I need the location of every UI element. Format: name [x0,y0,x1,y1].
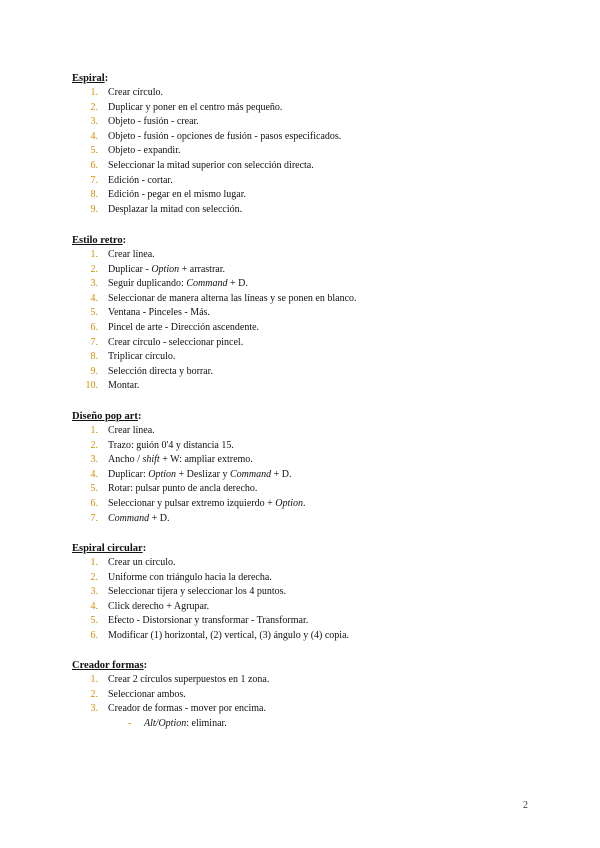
list-item: 7. Command + D. [90,512,170,524]
list-item: 3. Objeto - fusión - crear. [90,116,199,128]
list-item: 4. Objeto - fusión - opciones de fusión - pasos especificados. [90,130,342,142]
section-heading: Creador formas: [72,660,148,671]
list-item: 3. Seguir duplicando: Command + D. [90,278,248,290]
list-item: 1. Crear línea. [90,249,155,260]
list-item: 3. Creador de formas - mover por encima. [90,703,266,715]
list-item: 4. Seleccionar de manera alterna las líneas y se ponen en blanco. [90,292,357,304]
list-item: 6. Pincel de arte - Dirección ascendente. [90,321,260,333]
section-estilo-retro [72,234,542,394]
step-list [72,556,542,644]
list-item: 1. Crear línea. [90,425,155,436]
step-list [72,86,542,217]
list-item: 6. Modificar (1) horizontal, (2) vertical, (3) ángulo y (4) copia. [90,629,350,641]
list-item: 1. Crear círculo. [90,87,163,98]
list-item: 6. Seleccionar y pulsar extremo izquierdo + Option. [90,497,306,509]
list-item: 1. Crear un círculo. [90,557,176,568]
section-heading: Espiral circular: [72,543,147,554]
list-item: 2. Uniforme con triángulo hacia la derecha. [90,571,272,583]
list-item: 4. Duplicar: Option + Deslizar y Command + D. [90,468,292,480]
list-item: 2. Duplicar - Option + arrastrar. [90,263,226,275]
list-item: 5. Objeto - expandir. [90,145,181,157]
list-item: 1. Crear 2 círculos superpuestos en 1 zona. [90,674,270,685]
list-item: 4. Click derecho + Agrupar. [90,600,210,612]
list-item: 8. Triplicar círculo. [90,351,176,363]
section-espiral-circular [72,542,542,644]
list-item: 5. Rotar: pulsar punto de ancla derecho. [90,483,258,495]
list-item: 6. Seleccionar la mitad superior con selección directa. [90,159,314,171]
list-item: 7. Crear círculo - seleccionar pincel. [90,336,244,348]
list-item: 2. Duplicar y poner en el centro más pequeño. [90,101,283,113]
section-heading: Diseño pop art: [72,411,142,422]
section-creador-formas [72,659,542,731]
list-item: 5. Efecto - Distorsionar y transformar - Transformar. [90,615,309,627]
list-item: 2. Trazo: guión 0'4 y distancia 15. [90,439,234,451]
list-item: 3. Ancho / shift + W: ampliar extremo. [90,454,253,466]
step-list [72,248,542,394]
list-item: 8. Edición - pegar en el mismo lugar. [90,189,247,201]
section-diseno-pop-art [72,410,542,526]
page-number: 2 [523,800,528,811]
step-list [72,424,542,526]
list-item: 2. Seleccionar ambos. [90,688,186,700]
list-item: 9. Desplazar la mitad con selección. [90,203,243,215]
section-heading: Estilo retro: [72,235,127,246]
step-list [72,673,542,717]
section-heading: Espiral: [72,73,109,84]
list-item: 7. Edición - cortar. [90,174,173,186]
section-espiral [72,72,542,217]
sub-list-item: - Alt/Option: eliminar. [128,717,227,729]
list-item: 10. Montar. [85,380,140,392]
list-item: 9. Selección directa y borrar. [90,365,213,377]
list-item: 3. Seleccionar tijera y seleccionar los 4 puntos. [90,586,286,598]
list-item: 5. Ventana - Pinceles - Más. [90,307,210,319]
